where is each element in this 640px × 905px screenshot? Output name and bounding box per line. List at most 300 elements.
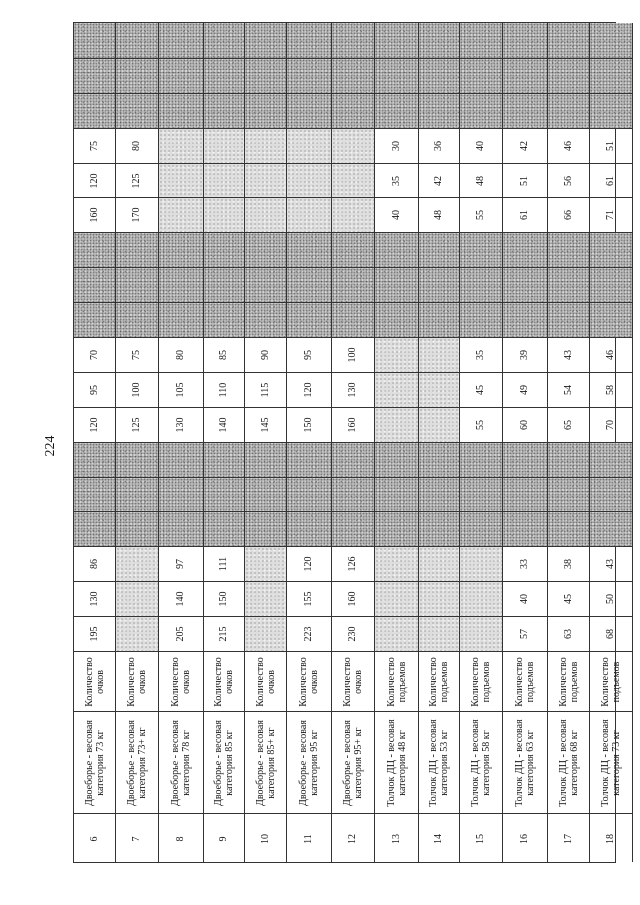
value-cell <box>116 581 158 616</box>
value-cell <box>460 197 502 232</box>
value-cell <box>548 232 589 267</box>
value-text: 42 <box>433 175 444 186</box>
unit-cell <box>159 651 203 711</box>
value-cell <box>287 616 331 651</box>
value-cell <box>503 267 547 302</box>
value-cell <box>74 58 115 93</box>
table-row <box>502 23 547 862</box>
value-cell <box>245 58 286 93</box>
value-cell <box>460 372 502 407</box>
value-cell <box>245 511 286 546</box>
discipline-name: Толчок ДЦ - весовая категория 68 кг <box>557 718 580 807</box>
value-cell <box>74 546 115 581</box>
discipline-cell <box>245 711 286 813</box>
row-number-cell <box>548 813 589 864</box>
value-cell <box>375 477 418 511</box>
value-cell <box>419 407 459 442</box>
value-text: 170 <box>131 207 142 223</box>
unit-cell <box>590 651 632 711</box>
value-cell <box>590 546 632 581</box>
discipline-cell <box>159 711 203 813</box>
value-cell <box>116 23 158 58</box>
value-cell <box>116 442 158 477</box>
value-cell <box>503 58 547 93</box>
value-cell <box>116 163 158 197</box>
value-cell <box>332 546 374 581</box>
value-cell <box>590 581 632 616</box>
value-cell <box>245 477 286 511</box>
value-text: 46 <box>562 141 574 151</box>
value-cell <box>332 477 374 511</box>
value-cell <box>332 302 374 337</box>
value-cell <box>159 442 203 477</box>
value-cell <box>204 93 244 128</box>
discipline-name: Толчок ДЦ - весовая категория 73 кг <box>600 718 622 807</box>
value-cell <box>460 511 502 546</box>
value-cell <box>460 546 502 581</box>
value-cell <box>245 232 286 267</box>
value-text: 100 <box>131 382 142 398</box>
value-text: 230 <box>347 626 358 642</box>
value-text: 90 <box>259 350 271 360</box>
value-cell <box>204 23 244 58</box>
value-text: 45 <box>562 594 574 604</box>
value-text: 40 <box>475 141 486 151</box>
value-text: 125 <box>131 417 142 433</box>
row-number: 18 <box>605 834 616 844</box>
value-cell <box>503 197 547 232</box>
value-text: 58 <box>605 385 616 395</box>
value-cell <box>460 232 502 267</box>
value-cell <box>287 128 331 163</box>
discipline-name: Двоеборье - весовая категория 85+ кг <box>254 719 277 806</box>
value-cell <box>419 302 459 337</box>
unit-label: Количество подъемов <box>600 656 622 707</box>
row-number: 14 <box>433 834 444 844</box>
discipline-cell <box>503 711 547 813</box>
value-cell <box>419 337 459 372</box>
unit-label: Количество очков <box>170 656 192 707</box>
standards-table <box>73 22 622 863</box>
value-cell <box>159 197 203 232</box>
value-cell <box>116 197 158 232</box>
value-cell <box>590 407 632 442</box>
value-text: 80 <box>131 141 142 151</box>
value-text: 120 <box>303 382 314 398</box>
table-row <box>331 23 374 862</box>
value-cell <box>287 337 331 372</box>
row-number: 11 <box>303 834 314 844</box>
value-text: 43 <box>562 350 574 360</box>
value-cell <box>332 337 374 372</box>
table-row <box>158 23 203 862</box>
row-number-cell <box>116 813 158 864</box>
value-text: 35 <box>390 175 402 186</box>
value-cell <box>590 93 632 128</box>
value-cell <box>503 23 547 58</box>
value-cell <box>116 546 158 581</box>
unit-cell <box>287 651 331 711</box>
value-cell <box>332 163 374 197</box>
value-cell <box>419 372 459 407</box>
value-cell <box>159 337 203 372</box>
value-cell <box>287 232 331 267</box>
value-text: 48 <box>475 175 486 186</box>
value-cell <box>590 302 632 337</box>
value-text: 95 <box>88 385 100 395</box>
discipline-cell <box>287 711 331 813</box>
value-cell <box>375 163 418 197</box>
value-cell <box>204 442 244 477</box>
discipline-name: Двоеборье - весовая категория 95 кг <box>298 719 320 806</box>
value-cell <box>460 581 502 616</box>
row-number-cell <box>245 813 286 864</box>
value-cell <box>332 232 374 267</box>
value-text: 71 <box>605 210 616 220</box>
value-text: 125 <box>131 173 142 188</box>
value-cell <box>116 372 158 407</box>
value-cell <box>590 477 632 511</box>
value-text: 97 <box>175 559 186 569</box>
value-text: 150 <box>303 417 314 433</box>
value-cell <box>245 581 286 616</box>
value-cell <box>503 616 547 651</box>
row-number: 8 <box>175 836 186 842</box>
value-cell <box>590 232 632 267</box>
value-cell <box>204 267 244 302</box>
value-cell <box>74 407 115 442</box>
unit-cell <box>74 651 115 711</box>
value-text: 48 <box>433 210 444 220</box>
value-text: 160 <box>88 207 100 223</box>
value-cell <box>590 372 632 407</box>
value-cell <box>74 302 115 337</box>
value-cell <box>245 546 286 581</box>
value-text: 111 <box>218 556 229 572</box>
value-text: 55 <box>475 420 486 430</box>
row-number: 6 <box>88 836 100 842</box>
value-text: 70 <box>88 350 100 360</box>
value-cell <box>590 23 632 58</box>
value-cell <box>159 616 203 651</box>
value-cell <box>74 93 115 128</box>
value-cell <box>204 337 244 372</box>
value-cell <box>548 616 589 651</box>
discipline-cell <box>74 711 115 813</box>
value-cell <box>245 302 286 337</box>
unit-label: Количество подъемов <box>514 656 536 707</box>
table-row <box>459 23 502 862</box>
value-cell <box>419 232 459 267</box>
value-cell <box>590 511 632 546</box>
value-cell <box>375 197 418 232</box>
value-text: 40 <box>519 594 530 604</box>
value-cell <box>116 616 158 651</box>
value-cell <box>375 581 418 616</box>
unit-cell <box>245 651 286 711</box>
value-cell <box>159 93 203 128</box>
value-cell <box>116 267 158 302</box>
value-cell <box>245 337 286 372</box>
value-cell <box>116 58 158 93</box>
value-cell <box>287 197 331 232</box>
value-text: 160 <box>347 417 358 433</box>
value-cell <box>287 163 331 197</box>
value-cell <box>503 477 547 511</box>
value-cell <box>460 302 502 337</box>
value-cell <box>204 128 244 163</box>
page-number: 224 <box>43 435 58 457</box>
discipline-cell <box>419 711 459 813</box>
value-cell <box>287 302 331 337</box>
value-cell <box>204 616 244 651</box>
unit-cell <box>460 651 502 711</box>
value-cell <box>503 407 547 442</box>
value-cell <box>287 581 331 616</box>
value-text: 40 <box>390 210 402 220</box>
value-text: 120 <box>88 417 100 433</box>
value-cell <box>503 442 547 477</box>
value-text: 30 <box>390 141 402 151</box>
value-cell <box>159 372 203 407</box>
value-cell <box>245 163 286 197</box>
value-cell <box>419 93 459 128</box>
value-cell <box>116 477 158 511</box>
value-text: 140 <box>218 417 229 433</box>
value-text: 155 <box>303 591 314 607</box>
value-text: 205 <box>175 626 186 642</box>
value-text: 75 <box>131 350 142 360</box>
value-text: 61 <box>519 210 530 220</box>
unit-label: Количество подъемов <box>385 656 408 707</box>
value-cell <box>245 442 286 477</box>
value-cell <box>116 407 158 442</box>
value-cell <box>419 442 459 477</box>
value-text: 42 <box>519 141 530 151</box>
discipline-name: Двоеборье - весовая категория 78 кг <box>170 719 192 806</box>
value-cell <box>548 407 589 442</box>
value-cell <box>245 407 286 442</box>
value-cell <box>287 546 331 581</box>
value-cell <box>590 58 632 93</box>
unit-cell <box>332 651 374 711</box>
value-cell <box>245 372 286 407</box>
value-cell <box>204 232 244 267</box>
value-text: 57 <box>519 629 530 639</box>
value-text: 110 <box>218 382 229 398</box>
value-text: 130 <box>347 382 358 398</box>
value-cell <box>332 58 374 93</box>
value-cell <box>548 58 589 93</box>
value-cell <box>159 267 203 302</box>
unit-cell <box>419 651 459 711</box>
value-cell <box>245 93 286 128</box>
value-cell <box>375 337 418 372</box>
discipline-name: Толчок ДЦ - весовая категория 63 кг <box>514 718 536 807</box>
table-row <box>74 23 115 862</box>
value-cell <box>332 442 374 477</box>
value-cell <box>204 546 244 581</box>
value-text: 120 <box>303 556 314 572</box>
value-cell <box>548 197 589 232</box>
value-text: 80 <box>175 350 186 360</box>
value-text: 51 <box>605 141 616 151</box>
unit-label: Количество очков <box>213 656 235 707</box>
value-cell <box>159 23 203 58</box>
value-cell <box>548 337 589 372</box>
value-text: 120 <box>88 173 100 188</box>
value-cell <box>548 511 589 546</box>
value-text: 115 <box>259 382 271 398</box>
value-cell <box>74 581 115 616</box>
discipline-name: Двоеборье - весовая категория 73 кг <box>83 719 106 806</box>
unit-cell <box>375 651 418 711</box>
value-cell <box>74 511 115 546</box>
value-cell <box>332 581 374 616</box>
value-cell <box>375 58 418 93</box>
value-text: 105 <box>175 382 186 398</box>
row-number-cell <box>503 813 547 864</box>
discipline-cell <box>590 711 632 813</box>
value-cell <box>287 477 331 511</box>
value-cell <box>419 163 459 197</box>
value-cell <box>116 337 158 372</box>
value-cell <box>548 23 589 58</box>
value-cell <box>419 197 459 232</box>
value-cell <box>287 407 331 442</box>
value-cell <box>548 93 589 128</box>
value-cell <box>460 616 502 651</box>
value-cell <box>204 407 244 442</box>
value-text: 86 <box>88 559 100 569</box>
value-cell <box>159 232 203 267</box>
value-text: 61 <box>605 175 616 186</box>
value-cell <box>590 197 632 232</box>
unit-label: Количество очков <box>126 656 148 707</box>
value-cell <box>548 372 589 407</box>
row-number-cell <box>204 813 244 864</box>
value-text: 56 <box>562 175 574 186</box>
value-cell <box>419 581 459 616</box>
value-cell <box>503 163 547 197</box>
value-cell <box>287 93 331 128</box>
value-cell <box>548 128 589 163</box>
value-text: 49 <box>519 385 530 395</box>
value-cell <box>332 407 374 442</box>
value-cell <box>204 372 244 407</box>
value-cell <box>74 163 115 197</box>
value-cell <box>74 23 115 58</box>
row-number-cell <box>419 813 459 864</box>
value-cell <box>159 163 203 197</box>
value-text: 223 <box>303 626 314 642</box>
value-text: 36 <box>433 141 444 151</box>
value-cell <box>460 128 502 163</box>
value-text: 46 <box>605 350 616 360</box>
value-cell <box>332 23 374 58</box>
value-cell <box>460 267 502 302</box>
value-cell <box>419 477 459 511</box>
value-cell <box>159 511 203 546</box>
value-cell <box>159 302 203 337</box>
value-text: 150 <box>218 591 229 607</box>
value-cell <box>590 128 632 163</box>
value-cell <box>503 337 547 372</box>
discipline-cell <box>204 711 244 813</box>
discipline-cell <box>332 711 374 813</box>
value-cell <box>332 128 374 163</box>
value-cell <box>375 511 418 546</box>
row-number: 13 <box>390 834 402 844</box>
value-text: 35 <box>475 350 486 360</box>
value-cell <box>548 442 589 477</box>
value-text: 63 <box>562 629 574 639</box>
value-cell <box>332 372 374 407</box>
value-cell <box>332 93 374 128</box>
value-cell <box>590 267 632 302</box>
value-text: 100 <box>347 347 358 363</box>
value-cell <box>375 128 418 163</box>
value-text: 215 <box>218 626 229 642</box>
value-cell <box>332 616 374 651</box>
value-cell <box>116 93 158 128</box>
value-cell <box>159 407 203 442</box>
value-cell <box>116 128 158 163</box>
unit-label: Количество очков <box>298 656 320 707</box>
value-text: 160 <box>347 591 358 607</box>
value-cell <box>460 23 502 58</box>
value-cell <box>590 616 632 651</box>
value-cell <box>159 477 203 511</box>
value-cell <box>503 302 547 337</box>
discipline-cell <box>375 711 418 813</box>
value-cell <box>116 511 158 546</box>
row-number-cell <box>375 813 418 864</box>
value-cell <box>74 442 115 477</box>
value-cell <box>460 477 502 511</box>
value-cell <box>503 128 547 163</box>
value-text: 50 <box>605 594 616 604</box>
discipline-name: Двоеборье - весовая категория 95+ кг <box>342 719 364 806</box>
value-cell <box>375 267 418 302</box>
table-row <box>547 23 589 862</box>
discipline-cell <box>460 711 502 813</box>
row-number: 7 <box>131 836 142 842</box>
row-number-cell <box>159 813 203 864</box>
value-cell <box>74 267 115 302</box>
value-cell <box>287 267 331 302</box>
value-cell <box>375 23 418 58</box>
value-cell <box>503 93 547 128</box>
value-text: 33 <box>519 559 530 569</box>
discipline-cell <box>548 711 589 813</box>
value-cell <box>204 197 244 232</box>
value-text: 145 <box>259 417 271 433</box>
value-cell <box>419 267 459 302</box>
value-cell <box>245 197 286 232</box>
value-cell <box>204 302 244 337</box>
value-text: 38 <box>562 559 574 569</box>
value-cell <box>204 477 244 511</box>
value-text: 140 <box>175 591 186 607</box>
value-text: 51 <box>519 175 530 186</box>
value-cell <box>590 442 632 477</box>
value-cell <box>245 23 286 58</box>
value-cell <box>287 442 331 477</box>
table-row <box>203 23 244 862</box>
value-cell <box>375 372 418 407</box>
value-cell <box>74 128 115 163</box>
